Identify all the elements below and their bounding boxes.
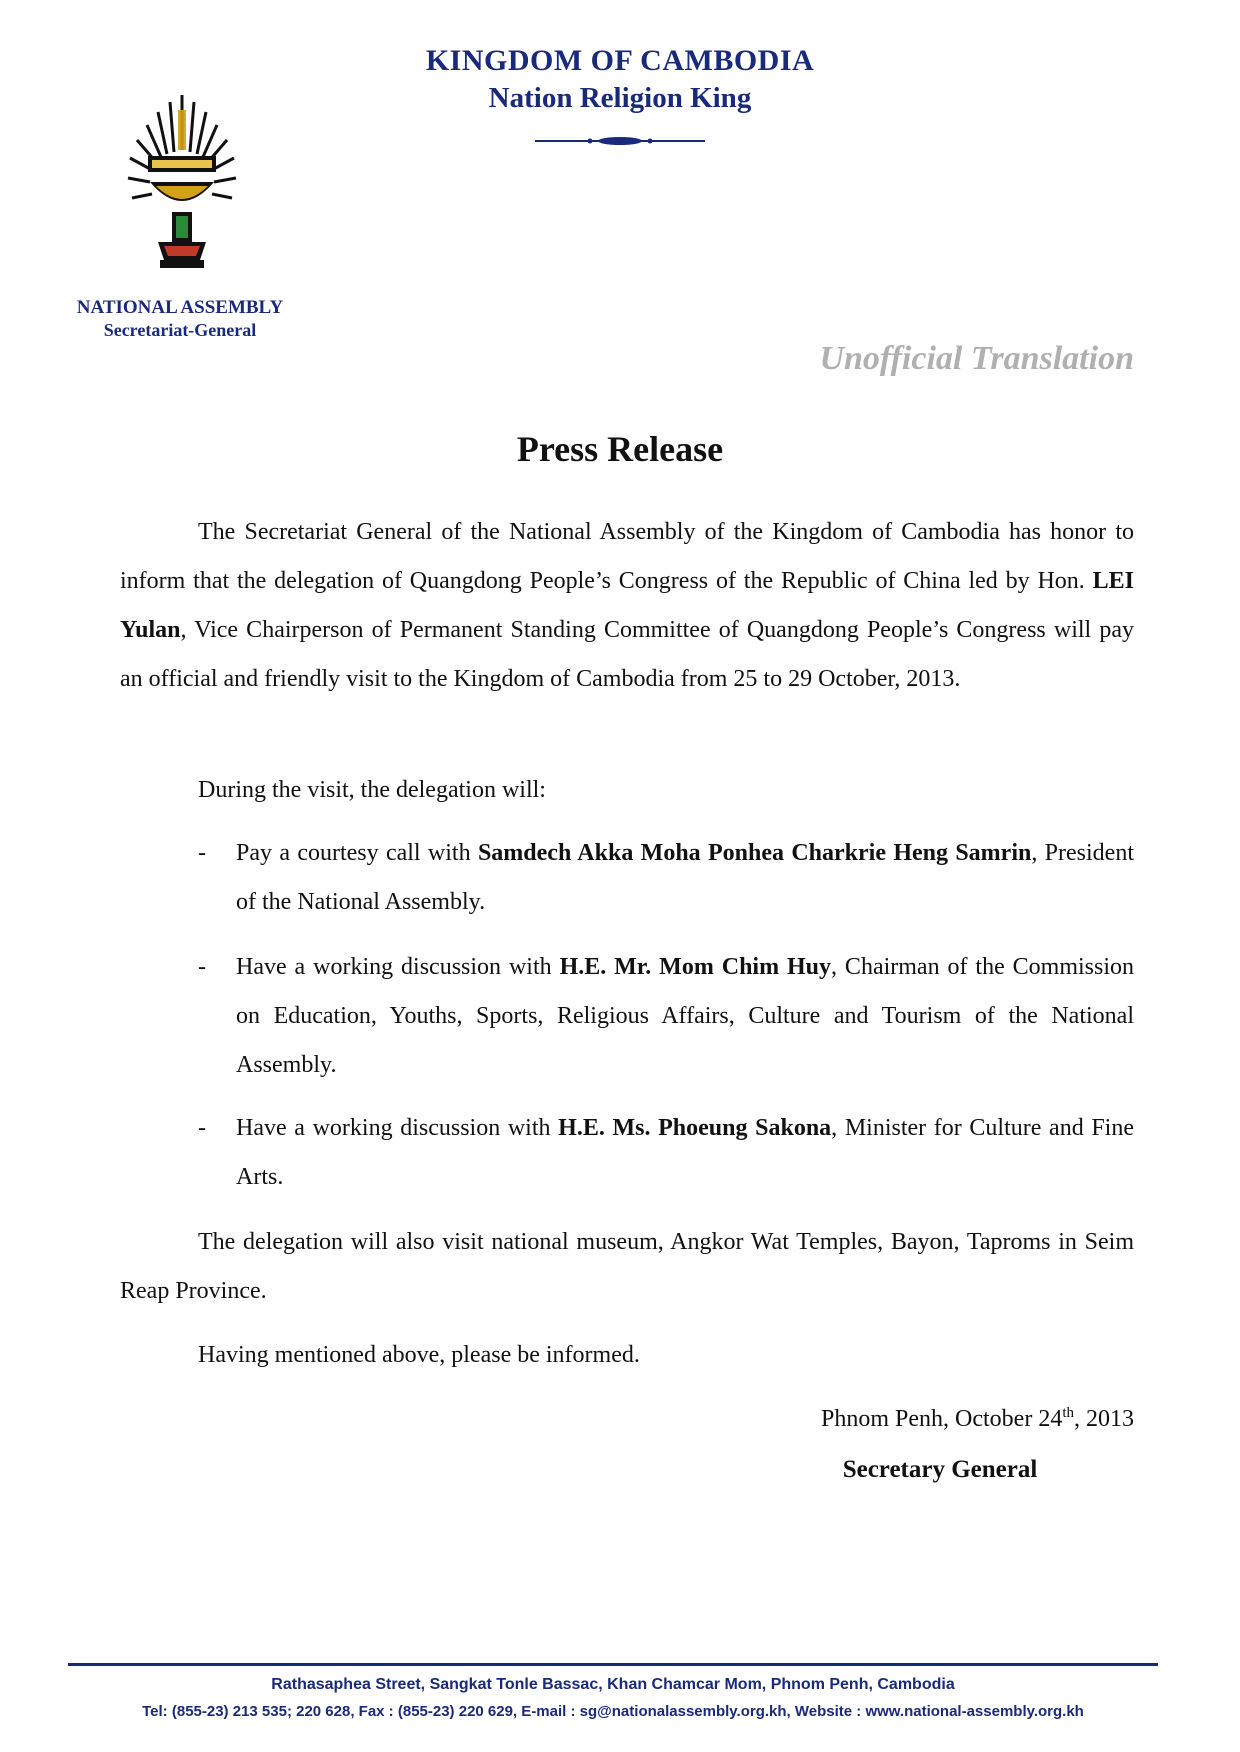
agenda-item-2: Have a working discussion with H.E. Mr. Mom Chim Huy, Chairman of the Commission on Education, Youths, Sports, Religious Affairs, Culture and Tourism of the National Assembly. [236,954,1135,1078]
website-url: www.national-assembly.org.kh [865,1703,1084,1720]
footer-rule [68,1663,1158,1666]
royal-crest-icon [120,90,245,290]
agenda-intro: During the visit, the delegation will: [198,777,546,803]
national-motto: Nation Religion King [488,82,752,114]
fax-number: (855-23) 220 629, [397,1703,522,1720]
agenda-item-3: Have a working discussion with H.E. Ms. Phoeung Sakona, Minister for Culture and Fine Arts. [236,1115,1134,1190]
official-name: H.E. Ms. Phoeung Sakona [558,1115,832,1141]
signatory-title: Secretary General [842,1456,1038,1483]
country-heading: KINGDOM OF CAMBODIA [425,44,815,77]
dateline: Phnom Penh, October 24th, 2013 [821,1405,1134,1432]
delegation-leader: LEI Yulan [120,568,1134,643]
official-name: H.E. Mr. Mom Chim Huy [559,954,832,980]
footer-contact: Tel: (855-23) 213 535; 220 628, Fax : (855-23) 220 629, E-mail : sg@nationalassembly.org.kh, Website : www.national-assembly.org.kh [142,1703,1084,1720]
phone-number: (855-23) 213 535; 220 628, [171,1703,359,1720]
email-address: sg@nationalassembly.org.kh, [579,1703,795,1720]
bullet-marker: - [198,840,206,866]
translation-note: Unofficial Translation [819,340,1134,377]
document-title: Press Release [516,429,724,469]
official-name: Samdech Akka Moha Ponhea Charkrie Heng Samrin [477,840,1032,866]
footer-address: Rathasaphea Street, Sangkat Tonle Bassac, Khan Chamcar Mom, Phnom Penh, Cambodia [271,1676,955,1693]
institution-name: NATIONAL ASSEMBLY [76,297,284,318]
department-name: Secretariat-General [103,320,257,340]
ornamental-divider [535,134,705,148]
bullet-marker: - [198,1115,206,1141]
intro-paragraph: The Secretariat General of the National Assembly of the Kingdom of Cambodia has honor to inform that the delegation of Quangdong People’s Congress of the Republic of China led by Hon. LEI Yulan, Vice Chairperson of Permanent Standing Committee of Quangdong People’s Congress will pay an official and friendly visit to the Kingdom of Cambodia from 25 to 29 October, 2013. [120,519,1134,692]
visit-paragraph: The delegation will also visit national museum, Angkor Wat Temples, Bayon, Taproms in Seim Reap Province. [120,1229,1134,1304]
closing-paragraph: Having mentioned above, please be informed. [198,1342,640,1368]
bullet-marker: - [198,954,206,980]
agenda-item-1: Pay a courtesy call with Samdech Akka Moha Ponhea Charkrie Heng Samrin, President of the National Assembly. [236,840,1134,915]
